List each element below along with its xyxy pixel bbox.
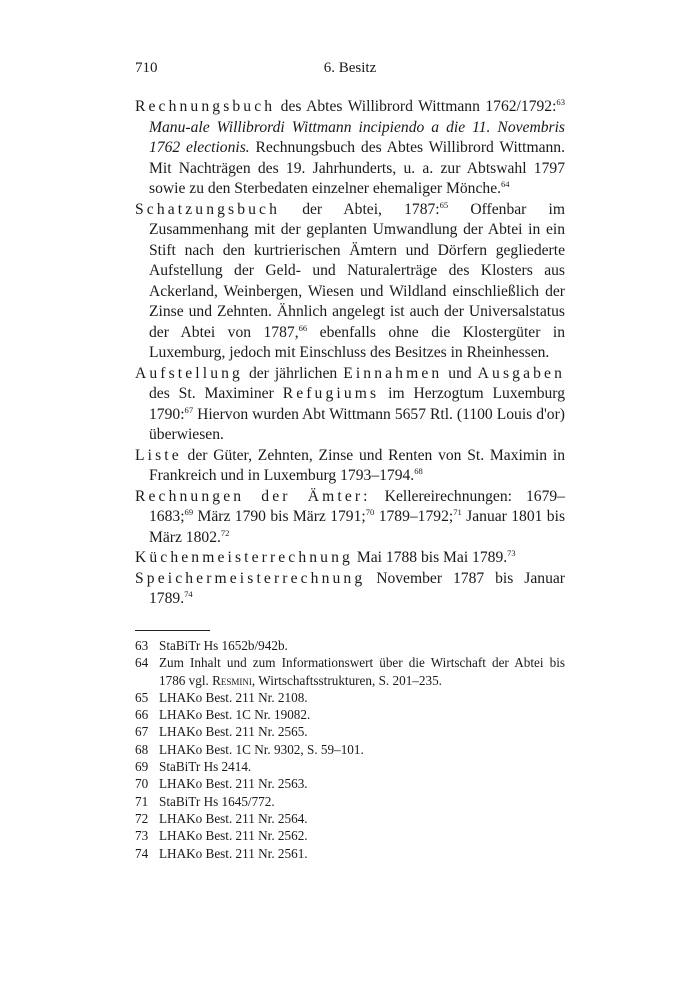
footnote-text: LHAKo Best. 1C Nr. 19082. [159, 707, 311, 723]
footnote-ref: 69 [184, 506, 194, 517]
entry-keyword: Rechnungen der Ämter: [135, 487, 371, 505]
footnote-number: 67 [135, 724, 149, 740]
entry-schatzungsbuch [135, 200, 565, 364]
footnote-text: LHAKo Best. 1C Nr. 9302, S. 59–101. [159, 741, 364, 757]
footnote-ref: 66 [298, 322, 308, 333]
footnote [135, 775, 565, 792]
footnote [135, 845, 565, 862]
footnote [135, 827, 565, 844]
footnote [135, 689, 565, 706]
entry-text: November 1787 bis Januar 1789. [149, 569, 565, 607]
footnote-number: 66 [135, 707, 149, 723]
footnote-number: 64 [135, 655, 149, 671]
footnote-number: 74 [135, 845, 149, 861]
footnote-text: LHAKo Best. 211 Nr. 2563. [159, 776, 308, 792]
entry-keyword: Schatzungsbuch [135, 200, 281, 218]
footnotes [135, 637, 565, 862]
entry-text: der jährlichen [242, 364, 344, 382]
entry-text: des St. Maximiner [149, 385, 283, 402]
entry-text: Rechnungsbuch des Abtes Willibrord Wittmann. Mit Nachträgen des 19. Jahrhunderts, u. a. zur Abtswahl 1797 sowie zu den Sterbedaten einzelner ehemaliger Mönche. [149, 139, 565, 197]
footnote-ref: 71 [453, 506, 462, 517]
entry-text: und [442, 364, 478, 382]
footnote-ref: 68 [414, 465, 423, 476]
footnote-ref: 67 [184, 404, 194, 415]
footnote-number: 68 [135, 741, 149, 757]
footnote-text: LHAKo Best. 211 Nr. 2564. [159, 810, 308, 826]
running-head: 6. Besitz [323, 60, 377, 76]
footnote-ref: 64 [501, 178, 510, 189]
footnote-ref: 73 [507, 547, 516, 558]
footnote-text: LHAKo Best. 211 Nr. 2108. [159, 689, 308, 705]
page-header [135, 60, 565, 80]
entry-keyword: Liste [135, 446, 182, 464]
entry-text: der Güter, Zehnten, Zinse und Renten von St. Maximin in Frankreich und in Luxemburg 1793–1794. [149, 446, 565, 484]
entry-text: 1789–1792; [374, 508, 454, 525]
footnote [135, 758, 565, 775]
entry-keyword: Rechnungsbuch [135, 98, 276, 115]
footnote-text-part: , Wirtschaftsstrukturen, S. 201–235. [251, 672, 442, 688]
entry-latin-title: Manu-ale Willibrordi Wittmann incipiendo a die 11. Novembris 1762 electionis. [149, 118, 565, 156]
footnote-ref: 70 [365, 506, 375, 517]
entry-text: im Herzogtum Luxemburg 1790: [149, 385, 565, 423]
entry-rechnungen-aemter [135, 487, 565, 549]
entry-keyword: Ausgaben [477, 364, 565, 382]
entry-aufstellung [135, 364, 565, 446]
entry-text: Januar 1801 bis März 1802. [149, 508, 566, 546]
footnote-text-part: Zum Inhalt und zum Informationswert über die Wirtschaft der Abtei bis 1786 vgl. [159, 655, 565, 688]
footnote [135, 706, 565, 723]
entry-text: des Abtes Willibrord Wittmann 1762/1792: [275, 98, 557, 115]
footnote [135, 723, 565, 740]
entry-text: Offenbar im Zusammenhang mit der geplanten Umwandlung der Abtei in ein Stift nach den kurtrierischen Ämtern und Dörfern gegliederte Aufstellung der Geld- und Naturalerträge des Klosters aus Ackerland, Weinbergen, Wiesen und Wildland einschließlich der Zinse und Zehnten. Ähnlich angelegt ist auch der Universalstatus der Abtei von 1787, [149, 200, 565, 341]
footnote-number: 71 [135, 793, 149, 809]
footnote-number: 69 [135, 759, 149, 775]
main-text [135, 97, 565, 610]
footnote-number: 63 [135, 638, 149, 653]
footnote-text: StaBiTr Hs 1645/772. [159, 793, 275, 809]
entry-keyword: Einnahmen [343, 364, 443, 382]
entry-text: März 1790 bis März 1791; [193, 508, 366, 525]
footnote-text: LHAKo Best. 211 Nr. 2562. [159, 828, 308, 844]
entry-keyword: Speichermeisterrechnung [135, 569, 366, 587]
footnote [135, 654, 565, 689]
entry-keyword: Küchenmeisterrechnung [135, 549, 353, 566]
footnote-text [159, 654, 565, 689]
footnote-ref: 74 [184, 588, 193, 599]
page-number: 710 [135, 60, 158, 76]
footnote-number: 72 [135, 810, 149, 826]
footnote-text: LHAKo Best. 211 Nr. 2565. [159, 724, 308, 740]
footnote [135, 637, 565, 654]
footnote [135, 810, 565, 827]
footnote-text: StaBiTr Hs 1652b/942b. [159, 638, 288, 653]
footnote-text: StaBiTr Hs 2414. [159, 759, 252, 775]
entry-speichermeister [135, 569, 565, 610]
entry-kuechenmeister [135, 548, 565, 569]
footnote-number: 70 [135, 776, 149, 792]
footnote [135, 741, 565, 758]
entry-liste [135, 446, 565, 487]
footnote-number: 65 [135, 689, 149, 705]
footnote-ref: 65 [439, 199, 449, 210]
footnote-divider [135, 630, 210, 631]
author-name: Resmini [212, 672, 252, 688]
footnote [135, 793, 565, 810]
entry-text: der Abtei, 1787: [280, 200, 440, 218]
entry-text: ebenfalls ohne die Klostergüter in Luxemburg, jedoch mit Einschluss des Besitzes in Rheinhessen. [149, 323, 566, 361]
footnote-ref: 63 [556, 96, 565, 107]
footnote-ref: 72 [220, 527, 230, 538]
footnote-number: 73 [135, 828, 149, 844]
entry-keyword: Aufstellung [135, 364, 243, 382]
footnote-text: LHAKo Best. 211 Nr. 2561. [159, 845, 308, 861]
entry-text: Kellereirechnungen: 1679–1683; [149, 487, 565, 525]
entry-text: Mai 1788 bis Mai 1789. [352, 549, 508, 566]
entry-rechnungsbuch [135, 97, 565, 200]
entry-keyword: Refugiums [282, 385, 380, 402]
entry-text: Hiervon wurden Abt Wittmann 5657 Rtl. (1100 Louis d'or) überwiesen. [149, 405, 565, 443]
